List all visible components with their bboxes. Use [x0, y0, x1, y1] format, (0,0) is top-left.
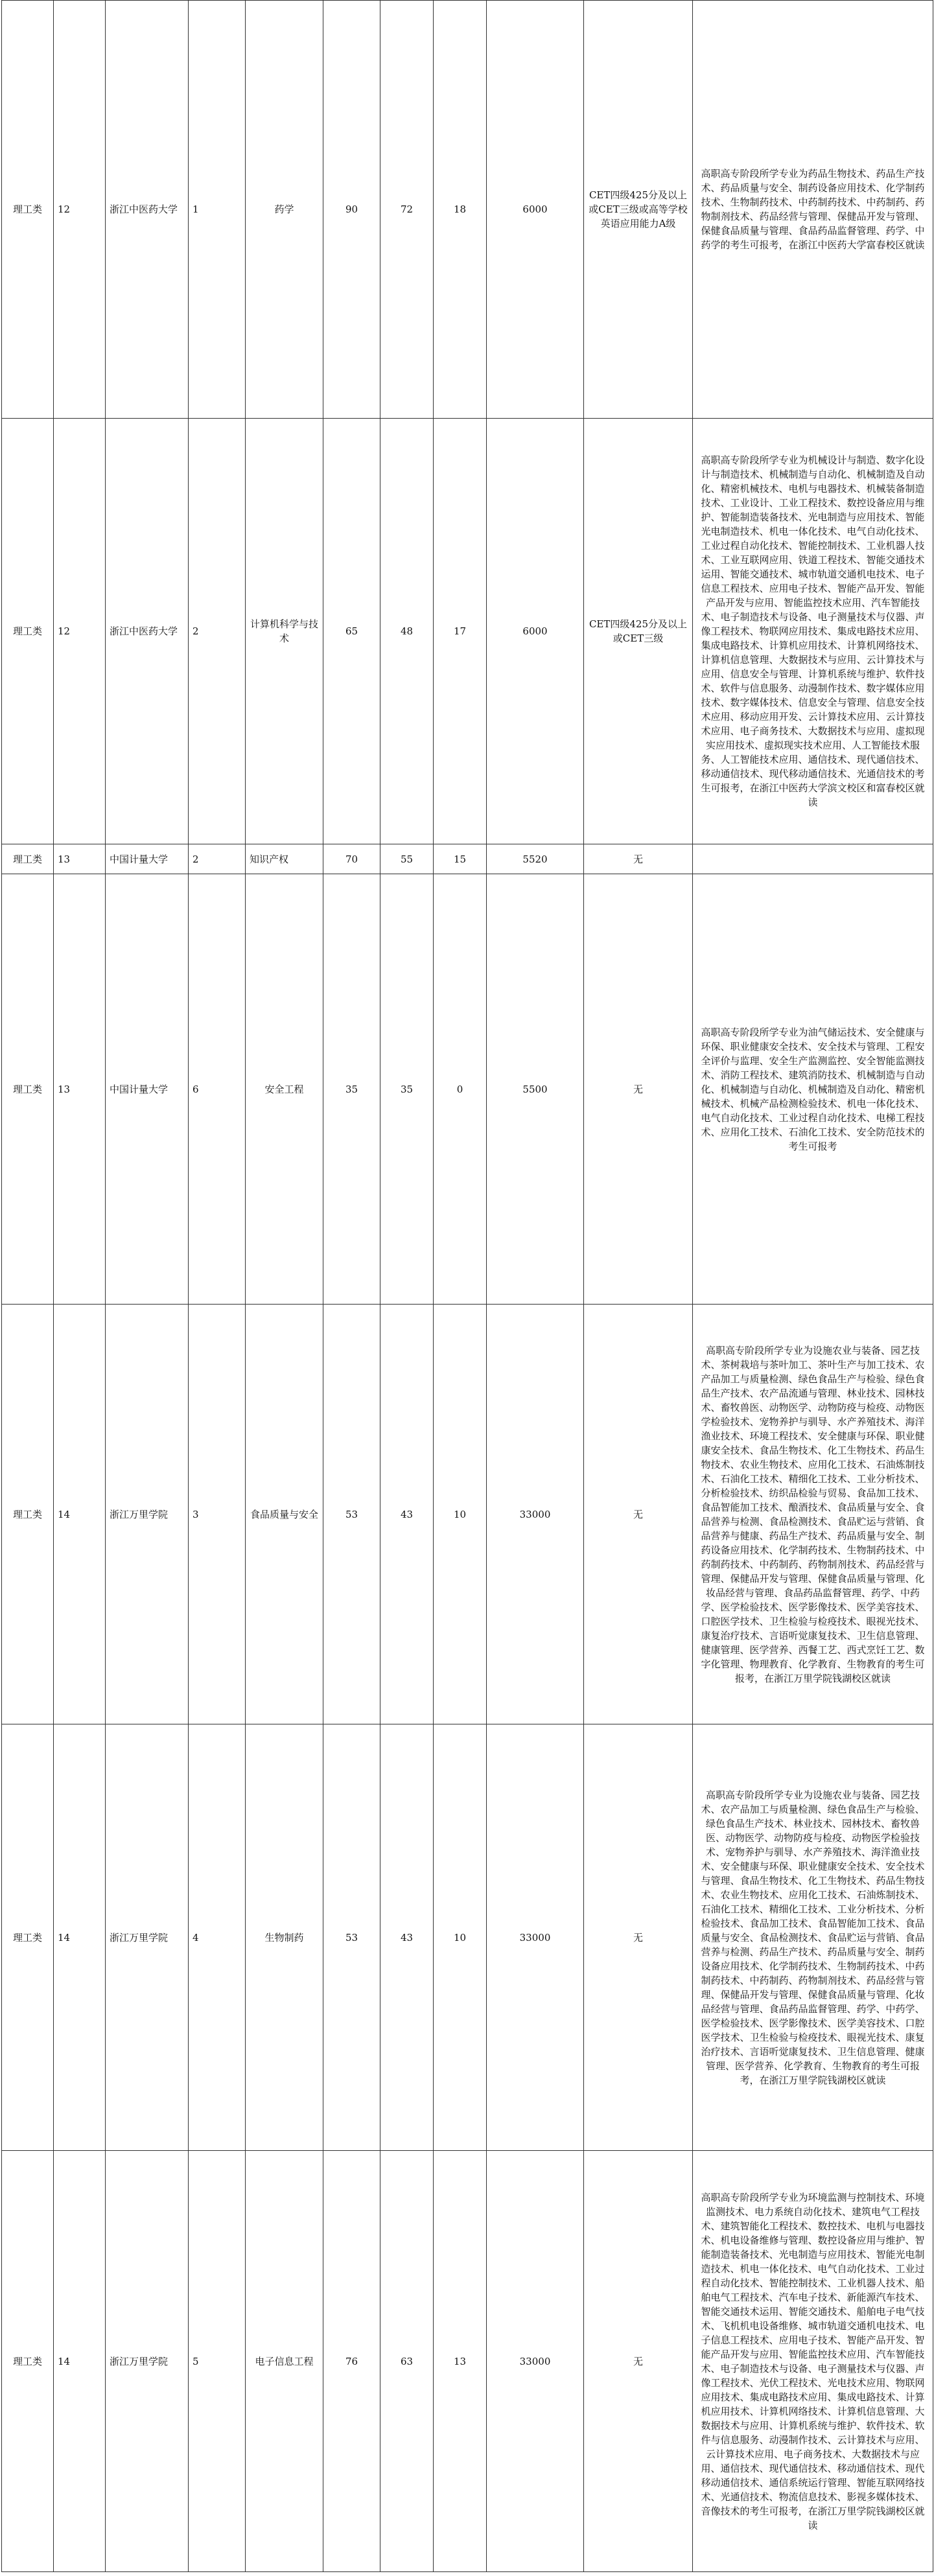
- major-code-cell: 3: [189, 1305, 246, 1724]
- school-name-cell: 浙江中医药大学: [106, 1, 189, 419]
- major-name-cell: 安全工程: [246, 874, 323, 1305]
- plan-b-cell: 0: [434, 874, 487, 1305]
- category-cell: 理工类: [2, 1724, 54, 2151]
- major-code-cell: 2: [189, 419, 246, 844]
- plan-b-cell: 17: [434, 419, 487, 844]
- table-row: [2, 1724, 933, 2151]
- category-cell: 理工类: [2, 1305, 54, 1724]
- major-name-cell: 知识产权: [246, 844, 323, 874]
- school-code-cell: 14: [54, 2151, 106, 2572]
- major-name-cell: 生物制药: [246, 1724, 323, 2151]
- major-name-cell: 食品质量与安全: [246, 1305, 323, 1724]
- enrollment-plan-table: [1, 0, 933, 2572]
- tuition-cell: 5500: [487, 874, 584, 1305]
- plan-total-cell: 65: [323, 419, 380, 844]
- tuition-cell: 5520: [487, 844, 584, 874]
- major-restriction-cell: 高职高专阶段所学专业为药品生物技术、药品生产技术、药品质量与安全、制药设备应用技术、化学制药技术、生物制药技术、中药制药技术、中药制药、药物制剂技术、药品经营与管理、保健品开发与管理、保健食品质量与管理、食品药品监督管理、药学、中药学的考生可报考，在浙江中医药大学富春校区就读: [693, 1, 933, 419]
- category-cell: 理工类: [2, 1, 54, 419]
- major-name-cell: 电子信息工程: [246, 2151, 323, 2572]
- language-requirement-cell: 无: [584, 1724, 693, 2151]
- tuition-cell: 6000: [487, 419, 584, 844]
- major-code-cell: 1: [189, 1, 246, 419]
- tuition-cell: 6000: [487, 1, 584, 419]
- tuition-cell: 33000: [487, 2151, 584, 2572]
- plan-a-cell: 72: [380, 1, 434, 419]
- major-restriction-cell: 高职高专阶段所学专业为环境监测与控制技术、环境监测技术、电力系统自动化技术、建筑电气工程技术、建筑智能化工程技术、数控技术、电机与电器技术、机电设备维修与管理、数控设备应用与维护、智能制造装备技术、光电制造与应用技术、智能光电制造技术、机电一体化技术、电气自动化技术、工业过程自动化技术、智能控制技术、工业机器人技术、船舶电气工程技术、汽车电子技术、新能源汽车技术、智能交通技术运用、智能交通技术、船舶电子电气技术、飞机机电设备维修、城市轨道交通机电技术、电子信息工程技术、应用电子技术、智能产品开发、智能产品开发与应用、智能监控技术应用、汽车智能技术、电子制造技术与设备、电子测量技术与仪器、声像工程技术、光伏工程技术、光电技术应用、物联网应用技术、集成电路技术应用、集成电路技术、计算机应用技术、计算机网络技术、计算机信息管理、大数据技术与应用、计算机系统与维护、软件技术、软件与信息服务、动漫制作技术、云计算技术与应用、云计算技术应用、电子商务技术、大数据技术与应用、通信技术、现代通信技术、移动通信技术、现代移动通信技术、通信系统运行管理、智能互联网络技术、光通信技术、物流信息技术、影视多媒体技术、音像技术的考生可报考，在浙江万里学院钱湖校区就读: [693, 2151, 933, 2572]
- language-requirement-cell: 无: [584, 844, 693, 874]
- plan-a-cell: 48: [380, 419, 434, 844]
- school-code-cell: 12: [54, 419, 106, 844]
- plan-b-cell: 18: [434, 1, 487, 419]
- major-code-cell: 4: [189, 1724, 246, 2151]
- language-requirement-cell: 无: [584, 1305, 693, 1724]
- plan-total-cell: 76: [323, 2151, 380, 2572]
- plan-total-cell: 70: [323, 844, 380, 874]
- table-row: [2, 874, 933, 1305]
- school-name-cell: 浙江中医药大学: [106, 419, 189, 844]
- plan-a-cell: 55: [380, 844, 434, 874]
- school-code-cell: 14: [54, 1305, 106, 1724]
- language-requirement-cell: 无: [584, 874, 693, 1305]
- school-code-cell: 12: [54, 1, 106, 419]
- major-restriction-cell: 高职高专阶段所学专业为设施农业与装备、园艺技术、茶树栽培与茶叶加工、茶叶生产与加工技术、农产品加工与质量检测、绿色食品生产与检验、绿色食品生产技术、农产品流通与管理、林业技术、园林技术、畜牧兽医、动物医学、动物防疫与检疫、动物医学检验技术、宠物养护与驯导、水产养殖技术、海洋渔业技术、环境工程技术、安全健康与环保、职业健康安全技术、食品生物技术、化工生物技术、药品生物技术、农业生物技术、应用化工技术、石油炼制技术、石油化工技术、精细化工技术、工业分析技术、分析检验技术、纺织品检验与贸易、食品加工技术、食品智能加工技术、酿酒技术、食品质量与安全、食品营养与检测、食品检测技术、食品贮运与营销、食品营养与健康、药品生产技术、药品质量与安全、制药设备应用技术、化学制药技术、生物制药技术、中药制药技术、中药制药、药物制剂技术、药品经营与管理、保健品开发与管理、保健食品质量与管理、化妆品经营与管理、食品药品监督管理、药学、中药学、医学检验技术、医学影像技术、医学美容技术、口腔医学技术、卫生检验与检疫技术、眼视光技术、康复治疗技术、言语听觉康复技术、卫生信息管理、健康管理、医学营养、西餐工艺、西式烹饪工艺、数字化管理、物理教育、化学教育、生物教育的考生可报考，在浙江万里学院钱湖校区就读: [693, 1305, 933, 1724]
- major-name-cell: 药学: [246, 1, 323, 419]
- plan-a-cell: 35: [380, 874, 434, 1305]
- plan-total-cell: 53: [323, 1724, 380, 2151]
- table-row: [2, 2151, 933, 2572]
- plan-b-cell: 15: [434, 844, 487, 874]
- plan-a-cell: 63: [380, 2151, 434, 2572]
- language-requirement-cell: 无: [584, 2151, 693, 2572]
- table-row: [2, 419, 933, 844]
- category-cell: 理工类: [2, 2151, 54, 2572]
- table-row: [2, 1, 933, 419]
- table-row: [2, 844, 933, 874]
- category-cell: 理工类: [2, 844, 54, 874]
- major-restriction-cell: 高职高专阶段所学专业为机械设计与制造、数字化设计与制造技术、机械制造与自动化、机械制造及自动化、精密机械技术、电机与电器技术、机械装备制造技术、工业设计、工业工程技术、数控设备应用与维护、智能制造装备技术、光电制造与应用技术、智能光电制造技术、机电一体化技术、电气自动化技术、工业过程自动化技术、智能控制技术、工业机器人技术、工业互联网应用、铁道工程技术、智能交通技术运用、智能交通技术、城市轨道交通机电技术、电子信息工程技术、应用电子技术、智能产品开发、智能产品开发与应用、智能监控技术应用、汽车智能技术、电子制造技术与设备、电子测量技术与仪器、声像工程技术、物联网应用技术、集成电路技术应用、集成电路技术、计算机应用技术、计算机网络技术、计算机信息管理、大数据技术与应用、云计算技术与应用、信息安全与管理、计算机系统与维护、软件技术、软件与信息服务、动漫制作技术、数字媒体应用技术、数字媒体技术、信息安全与管理、信息安全技术应用、移动应用开发、云计算技术应用、云计算技术应用、电子商务技术、大数据技术与应用、虚拟现实应用技术、虚拟现实技术应用、人工智能技术服务、人工智能技术应用、通信技术、现代通信技术、移动通信技术、现代移动通信技术、光通信技术的考生可报考，在浙江中医药大学滨文校区和富春校区就读: [693, 419, 933, 844]
- plan-total-cell: 90: [323, 1, 380, 419]
- plan-a-cell: 43: [380, 1305, 434, 1724]
- major-restriction-cell: [693, 844, 933, 874]
- major-name-cell: 计算机科学与技术: [246, 419, 323, 844]
- school-name-cell: 浙江万里学院: [106, 1724, 189, 2151]
- category-cell: 理工类: [2, 419, 54, 844]
- school-code-cell: 13: [54, 844, 106, 874]
- language-requirement-cell: CET四级425分及以上或CET三级: [584, 419, 693, 844]
- table-row: [2, 1305, 933, 1724]
- major-code-cell: 2: [189, 844, 246, 874]
- school-name-cell: 浙江万里学院: [106, 1305, 189, 1724]
- major-restriction-cell: 高职高专阶段所学专业为油气储运技术、安全健康与环保、职业健康安全技术、安全技术与管理、工程安全评价与监理、安全生产监测监控、安全智能监测技术、消防工程技术、建筑消防技术、机械制造与自动化、机械制造与自动化、机械制造及自动化、精密机械技术、机械产品检测检验技术、机电一体化技术、电气自动化技术、工业过程自动化技术、电梯工程技术、应用化工技术、石油化工技术、安全防范技术的考生可报考: [693, 874, 933, 1305]
- major-code-cell: 6: [189, 874, 246, 1305]
- tuition-cell: 33000: [487, 1305, 584, 1724]
- school-code-cell: 13: [54, 874, 106, 1305]
- plan-total-cell: 53: [323, 1305, 380, 1724]
- plan-a-cell: 43: [380, 1724, 434, 2151]
- plan-b-cell: 13: [434, 2151, 487, 2572]
- plan-total-cell: 35: [323, 874, 380, 1305]
- plan-b-cell: 10: [434, 1305, 487, 1724]
- major-restriction-cell: 高职高专阶段所学专业为设施农业与装备、园艺技术、农产品加工与质量检测、绿色食品生产与检验、绿色食品生产技术、林业技术、园林技术、畜牧兽医、动物医学、动物防疫与检疫、动物医学检验技术、宠物养护与驯导、水产养殖技术、海洋渔业技术、安全健康与环保、职业健康安全技术、安全技术与管理、食品生物技术、化工生物技术、药品生物技术、农业生物技术、应用化工技术、石油炼制技术、石油化工技术、精细化工技术、工业分析技术、分析检验技术、食品加工技术、食品智能加工技术、食品质量与安全、食品检测技术、食品贮运与营销、食品营养与检测、药品生产技术、药品质量与安全、制药设备应用技术、化学制药技术、生物制药技术、中药制药技术、中药制药、药物制剂技术、药品经营与管理、保健品开发与管理、保健食品质量与管理、化妆品经营与管理、食品药品监督管理、药学、中药学、医学检验技术、医学影像技术、医学美容技术、口腔医学技术、卫生检验与检疫技术、眼视光技术、康复治疗技术、言语听觉康复技术、卫生信息管理、健康管理、医学营养、化学教育、生物教育的考生可报考，在浙江万里学院钱湖校区就读: [693, 1724, 933, 2151]
- school-code-cell: 14: [54, 1724, 106, 2151]
- school-name-cell: 浙江万里学院: [106, 2151, 189, 2572]
- school-name-cell: 中国计量大学: [106, 874, 189, 1305]
- category-cell: 理工类: [2, 874, 54, 1305]
- tuition-cell: 33000: [487, 1724, 584, 2151]
- plan-b-cell: 10: [434, 1724, 487, 2151]
- school-name-cell: 中国计量大学: [106, 844, 189, 874]
- language-requirement-cell: CET四级425分及以上或CET三级或高等学校英语应用能力A级: [584, 1, 693, 419]
- major-code-cell: 5: [189, 2151, 246, 2572]
